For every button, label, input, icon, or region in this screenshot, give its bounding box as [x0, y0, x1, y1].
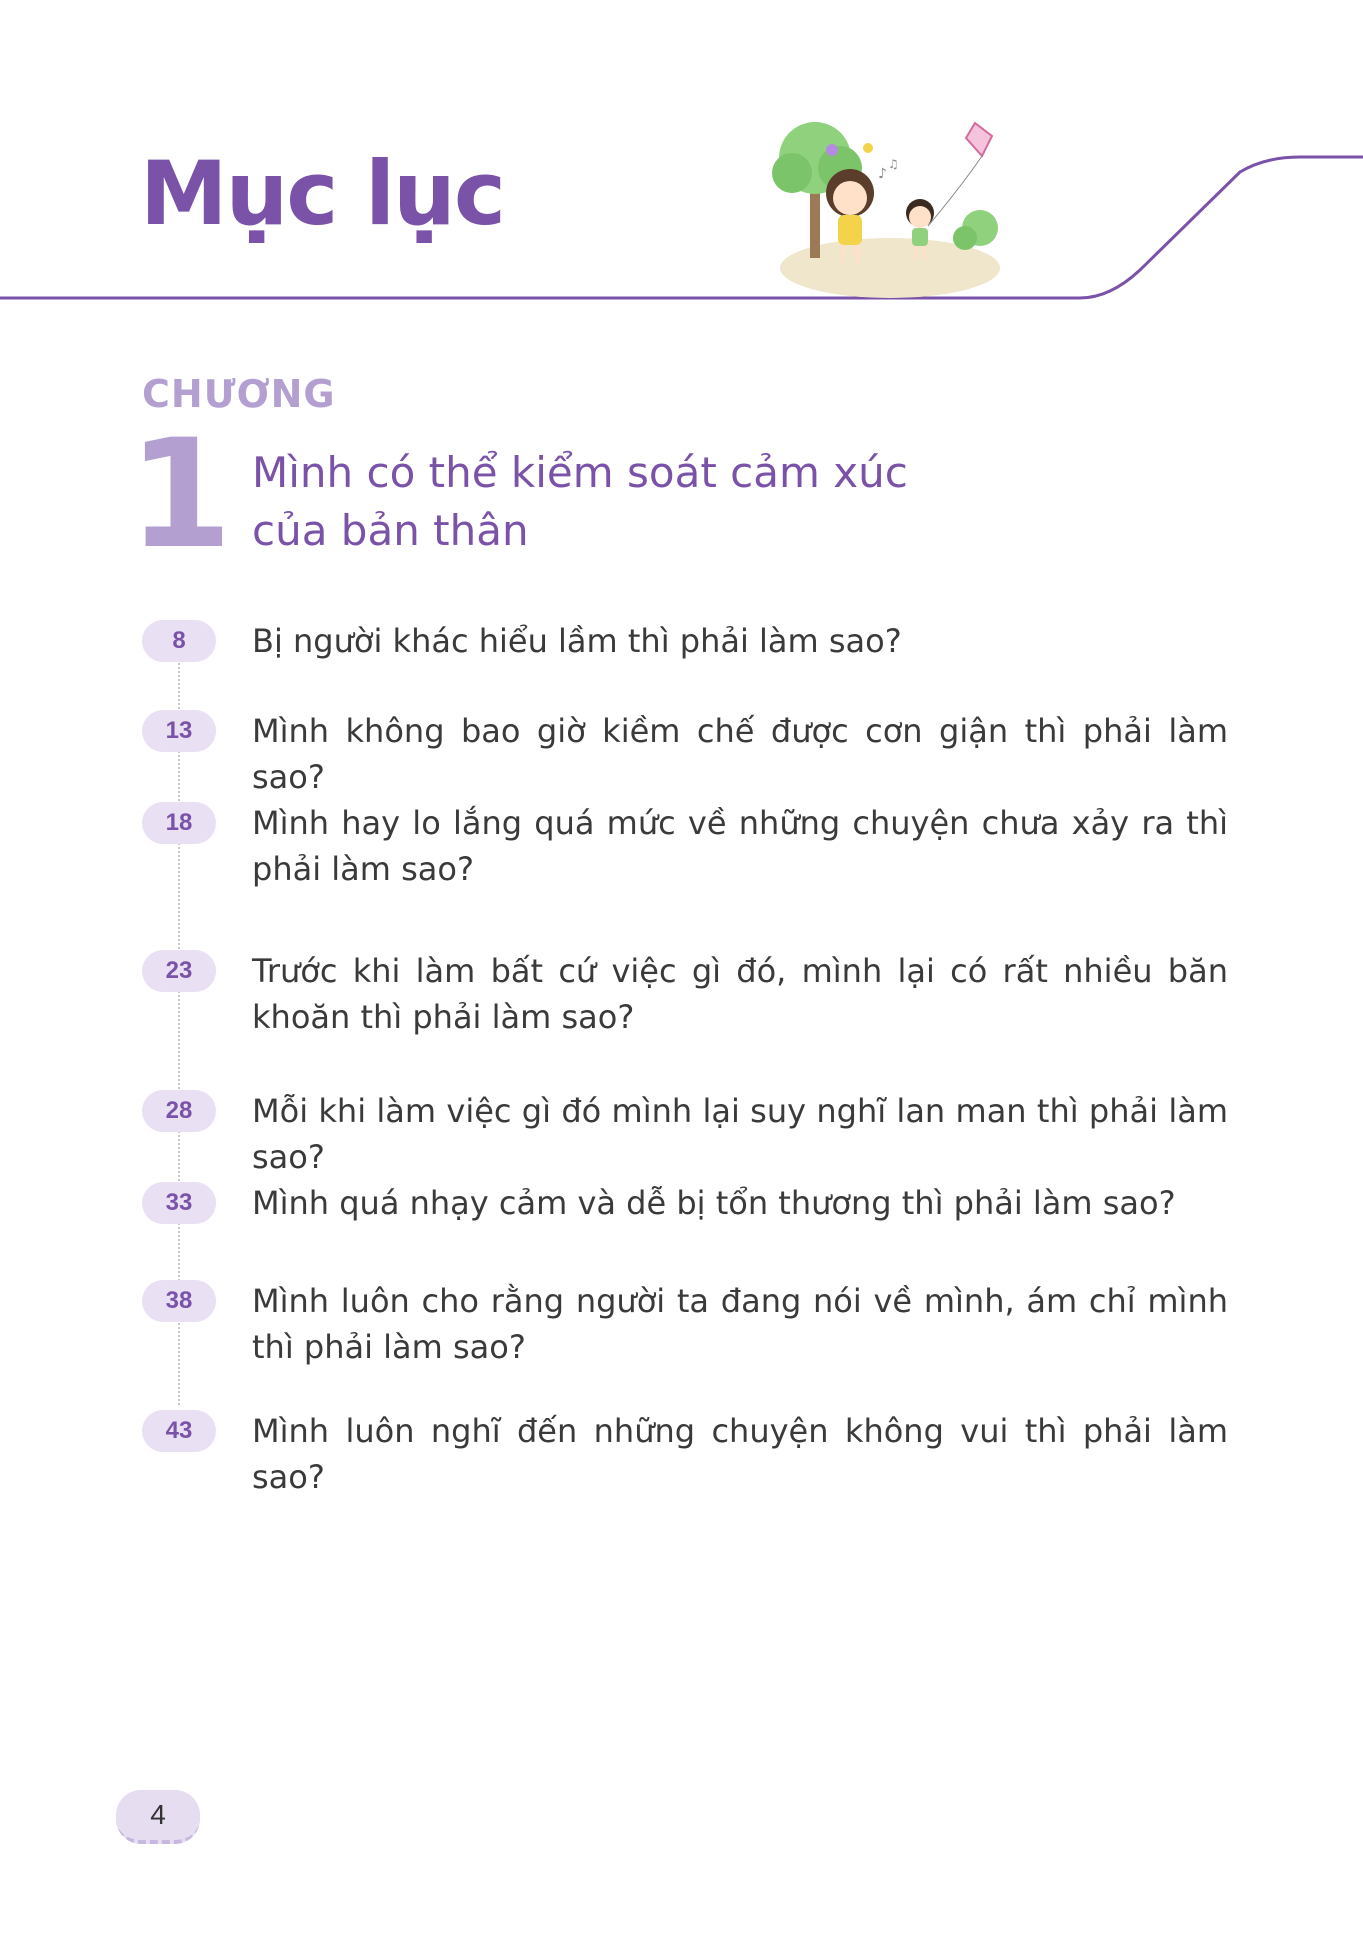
- page-number: 4: [116, 1790, 200, 1844]
- chapter-title: [252, 444, 1052, 560]
- toc-entry-text: Mình không bao giờ kiềm chế được cơn giận thì phải làm sao?: [252, 712, 1228, 796]
- toc-page-badge: 13: [142, 710, 216, 752]
- chapter-label: CHƯƠNG: [142, 372, 336, 416]
- toc-page-badge: 33: [142, 1182, 216, 1224]
- svg-text:♪: ♪: [878, 166, 887, 182]
- toc-entry-text: Mình luôn nghĩ đến những chuyện không vui thì phải làm sao?: [252, 1412, 1228, 1496]
- svg-text:♫: ♫: [888, 157, 899, 171]
- toc-page-badge: 43: [142, 1410, 216, 1452]
- chapter-number: 1: [128, 408, 233, 582]
- toc-entry-text: Mình quá nhạy cảm và dễ bị tổn thương thì phải làm sao?: [252, 1184, 1176, 1222]
- kids-park-illustration: [770, 118, 1010, 298]
- toc-entry-text: Mình luôn cho rằng người ta đang nói về mình, ám chỉ mình thì phải làm sao?: [252, 1282, 1228, 1366]
- page-title: Mục lục: [140, 142, 504, 245]
- toc-page-badge: 23: [142, 950, 216, 992]
- chapter-title-line-2: của bản thân: [252, 506, 529, 555]
- toc-entry-text: Mỗi khi làm việc gì đó mình lại suy nghĩ lan man thì phải làm sao?: [252, 1092, 1228, 1176]
- chapter-title-line-1: Mình có thể kiểm soát cảm xúc: [252, 448, 908, 497]
- toc-page-badge: 8: [142, 620, 216, 662]
- toc-page-badge: 38: [142, 1280, 216, 1322]
- toc-page-badge: 28: [142, 1090, 216, 1132]
- toc-entry-text: Trước khi làm bất cứ việc gì đó, mình lại có rất nhiều băn khoăn thì phải làm sao?: [252, 952, 1228, 1036]
- toc-entry-text: Bị người khác hiểu lầm thì phải làm sao?: [252, 622, 902, 660]
- toc-page-badge: 18: [142, 802, 216, 844]
- toc-entry-text: Mình hay lo lắng quá mức về những chuyện chưa xảy ra thì phải làm sao?: [252, 804, 1228, 888]
